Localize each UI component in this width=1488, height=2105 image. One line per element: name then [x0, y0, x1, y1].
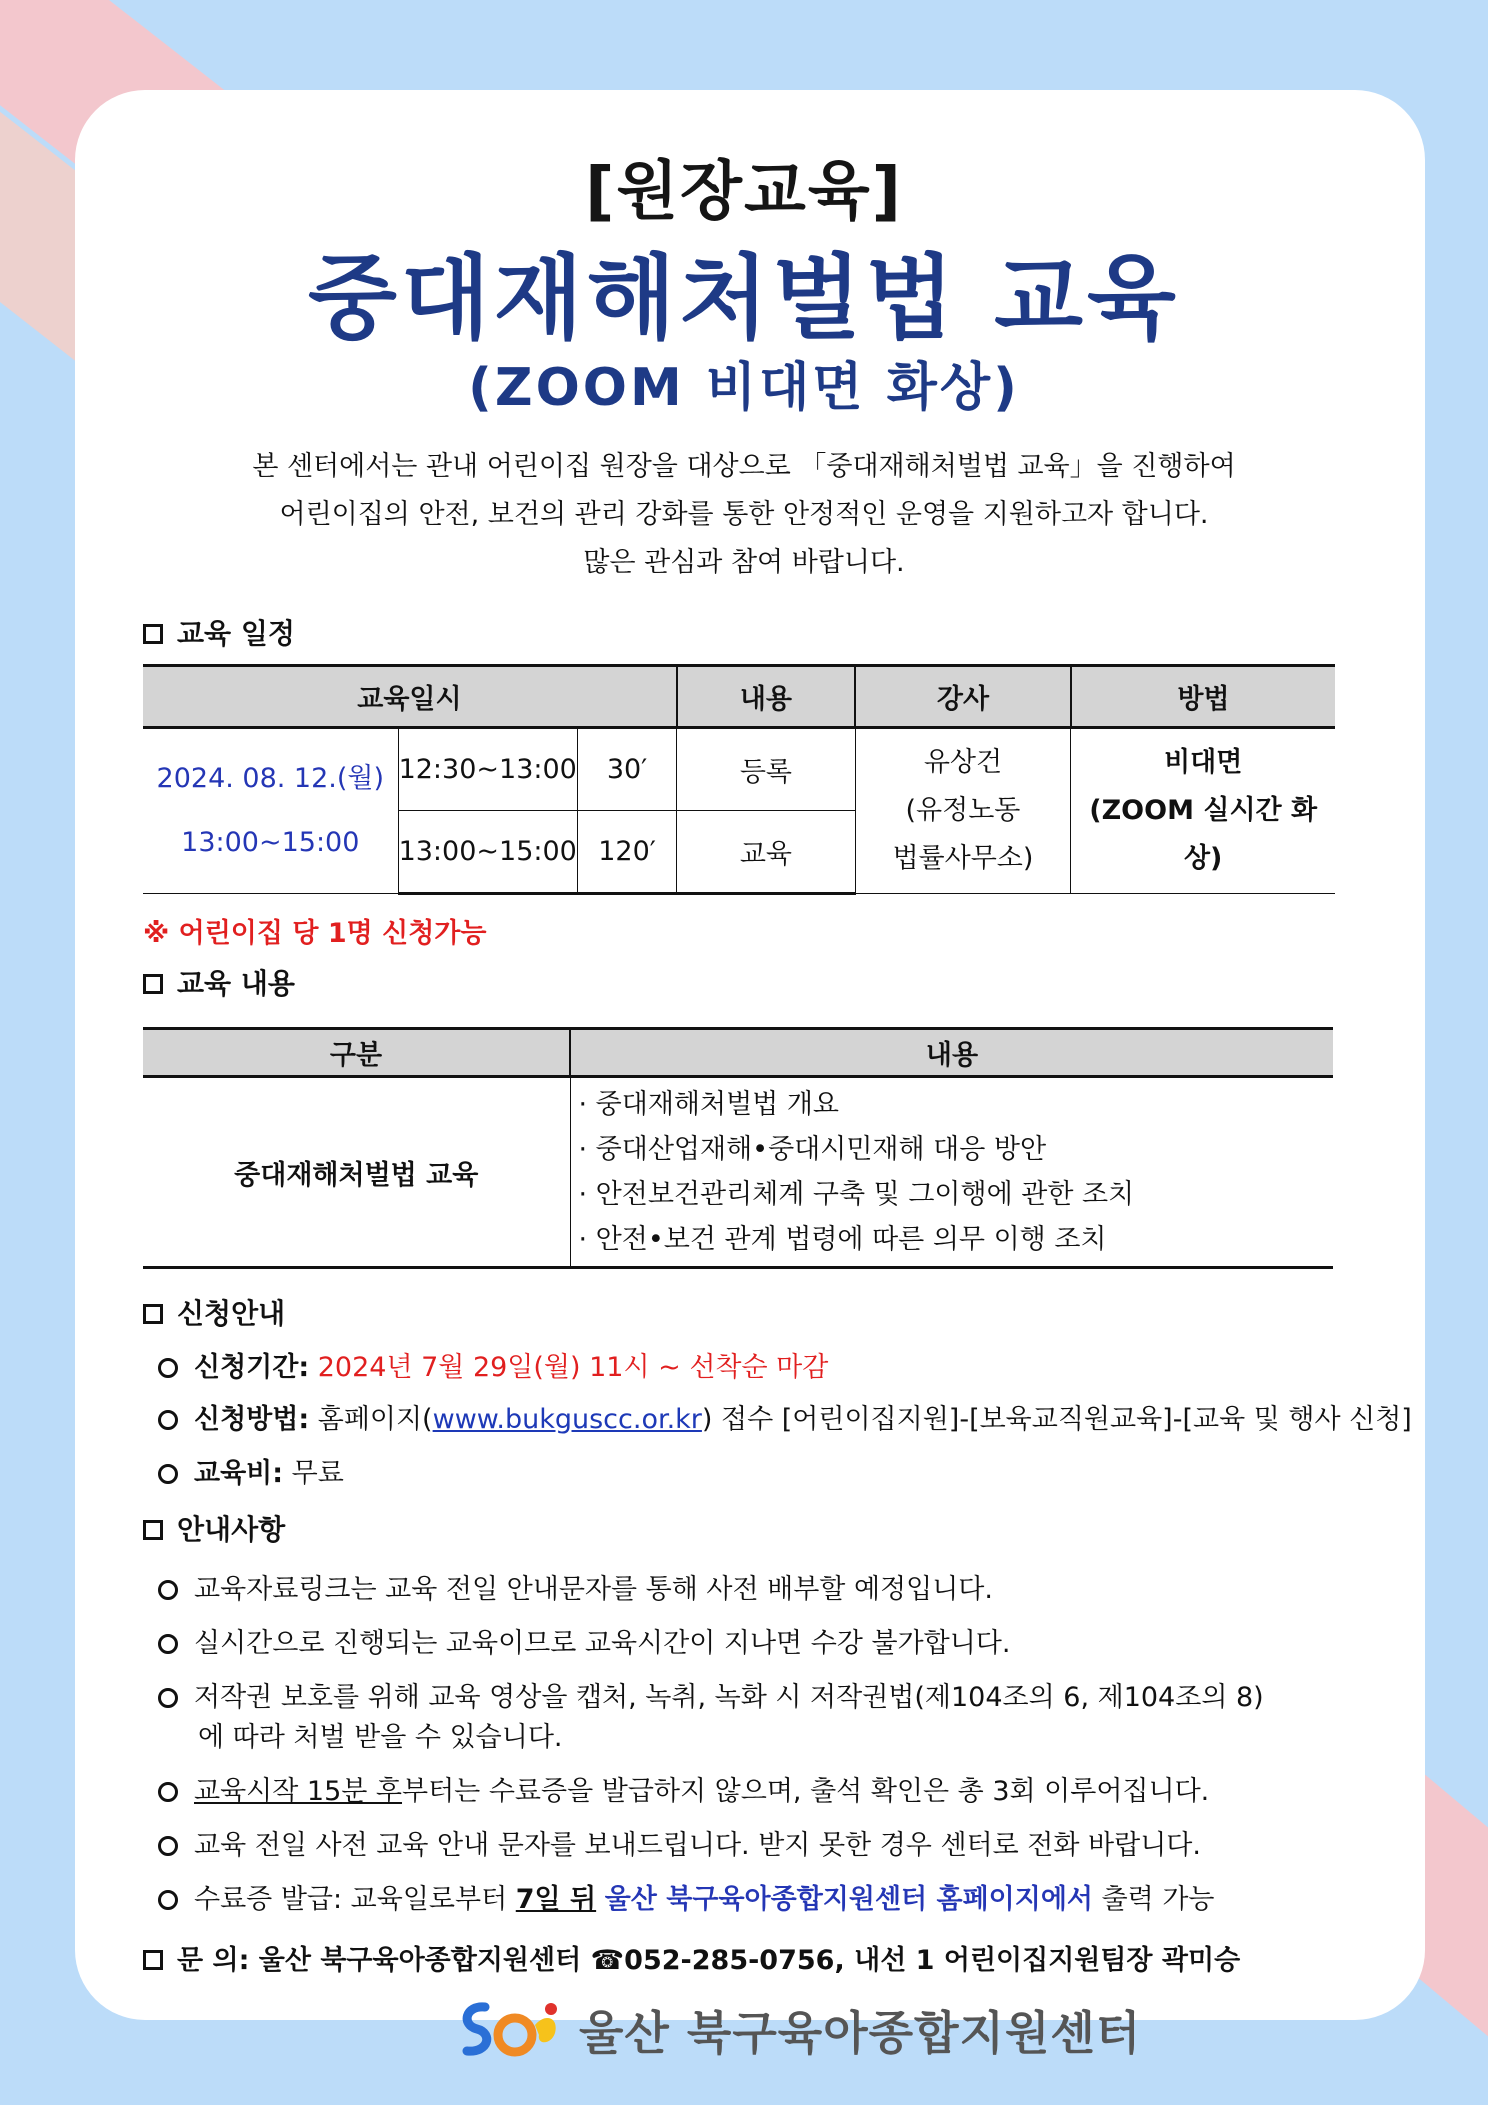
circle-bullet-icon	[158, 1782, 178, 1802]
table-header: 내용	[677, 666, 855, 728]
application-period: 신청기간: 2024년 7월 29일(월) 11시 ~ 선착순 마감	[158, 1348, 828, 1388]
application-fee: 교육비: 무료	[158, 1454, 344, 1494]
schedule-table	[143, 664, 1335, 895]
application-note: ※ 어린이집 당 1명 신청가능	[143, 918, 487, 949]
circle-bullet-icon	[158, 1358, 178, 1378]
contact-info: 문 의: 울산 북구육아종합지원센터 ☎052-285-0756, 내선 1 어린이집지원팀장 곽미승	[143, 1938, 1240, 1977]
category-title: [원장교육]	[585, 155, 903, 229]
checkbox-square-icon	[143, 624, 163, 644]
notice-item: 수료증 발급: 교육일로부터 7일 뒤 울산 북구육아종합지원센터 홈페이지에서 출력 가능	[158, 1880, 1215, 1920]
checkbox-square-icon	[143, 1304, 163, 1324]
center-name: 울산 북구육아종합지원센터	[579, 2006, 1142, 2060]
table-row	[143, 1077, 1333, 1268]
circle-bullet-icon	[158, 1688, 178, 1708]
circle-bullet-icon	[158, 1836, 178, 1856]
time-cell: 13:00~15:00	[398, 811, 577, 894]
notice-item: 실시간으로 진행되는 교육이므로 교육시간이 지나면 수강 불가합니다.	[158, 1624, 1010, 1664]
table-header: 구분	[143, 1029, 570, 1077]
homepage-link[interactable]: www.bukguscc.or.kr	[432, 1404, 702, 1435]
section-notices-heading: 안내사항	[143, 1508, 285, 1548]
circle-bullet-icon	[158, 1410, 178, 1430]
section-schedule-heading: 교육 일정	[143, 612, 295, 652]
circle-bullet-icon	[158, 1890, 178, 1910]
intro-line: 어린이집의 안전, 보건의 관리 강화를 통한 안정적인 운영을 지원하고자 합니다.	[279, 499, 1209, 530]
content-cell: 등록	[677, 728, 855, 811]
checkbox-square-icon	[143, 1950, 163, 1970]
table-header: 교육일시	[143, 666, 677, 728]
circle-bullet-icon	[158, 1580, 178, 1600]
checkbox-square-icon	[143, 1520, 163, 1540]
center-logo-icon	[455, 1995, 565, 2065]
method-cell: 비대면 (ZOOM 실시간 화상)	[1071, 728, 1335, 894]
table-row	[143, 728, 1335, 811]
table-header: 강사	[855, 666, 1071, 728]
intro-line: 많은 관심과 참여 바랍니다.	[583, 547, 905, 578]
content-cell: 교육	[677, 811, 855, 894]
time-cell: 12:30~13:00	[398, 728, 577, 811]
list-item: · 안전•보건 관계 법령에 따른 의무 이행 조치	[579, 1217, 1334, 1262]
content-table	[143, 1027, 1333, 1269]
table-header: 내용	[570, 1029, 1333, 1077]
main-title: 중대재해처벌법 교육	[308, 245, 1180, 352]
duration-cell: 30′	[577, 728, 677, 811]
instructor-cell: 유상건 (유정노동 법률사무소)	[855, 728, 1071, 894]
checkbox-square-icon	[143, 974, 163, 994]
center-logo	[455, 1995, 1141, 2065]
intro-text	[0, 443, 1488, 587]
duration-cell: 120′	[577, 811, 677, 894]
circle-bullet-icon	[158, 1464, 178, 1484]
list-item: · 중대재해처벌법 개요	[579, 1082, 1334, 1127]
section-application-heading: 신청안내	[143, 1292, 285, 1332]
list-item: · 중대산업재해•중대시민재해 대응 방안	[579, 1127, 1334, 1172]
notice-item: 교육 전일 사전 교육 안내 문자를 보내드립니다. 받지 못한 경우 센터로 전화 바랍니다.	[158, 1826, 1201, 1866]
circle-bullet-icon	[158, 1634, 178, 1654]
table-header: 방법	[1071, 666, 1335, 728]
application-method: 신청방법: 홈페이지(www.bukguscc.or.kr) 접수 [어린이집지원]-[보육교직원교육]-[교육 및 행사 신청]	[158, 1400, 1412, 1440]
content-items-cell	[570, 1077, 1333, 1268]
list-item: · 안전보건관리체계 구축 및 그이행에 관한 조치	[579, 1172, 1334, 1217]
section-content-heading: 교육 내용	[143, 962, 295, 1002]
schedule-date-cell: 2024. 08. 12.(월) 13:00~15:00	[143, 728, 398, 894]
subtitle: (ZOOM 비대면 화상)	[468, 358, 1020, 418]
notice-item: 교육자료링크는 교육 전일 안내문자를 통해 사전 배부할 예정입니다.	[158, 1570, 993, 1610]
content-category-cell: 중대재해처벌법 교육	[143, 1077, 570, 1268]
notice-item: 교육시작 15분 후부터는 수료증을 발급하지 않으며, 출석 확인은 총 3회 이루어집니다.	[158, 1772, 1209, 1812]
intro-line: 본 센터에서는 관내 어린이집 원장을 대상으로 「중대재해처벌법 교육」을 진행하여	[252, 451, 1236, 482]
notice-item: 저작권 보호를 위해 교육 영상을 캡처, 녹취, 녹화 시 저작권법(제104조의 6, 제104조의 8) 에 따라 처벌 받을 수 있습니다.	[158, 1678, 1264, 1758]
